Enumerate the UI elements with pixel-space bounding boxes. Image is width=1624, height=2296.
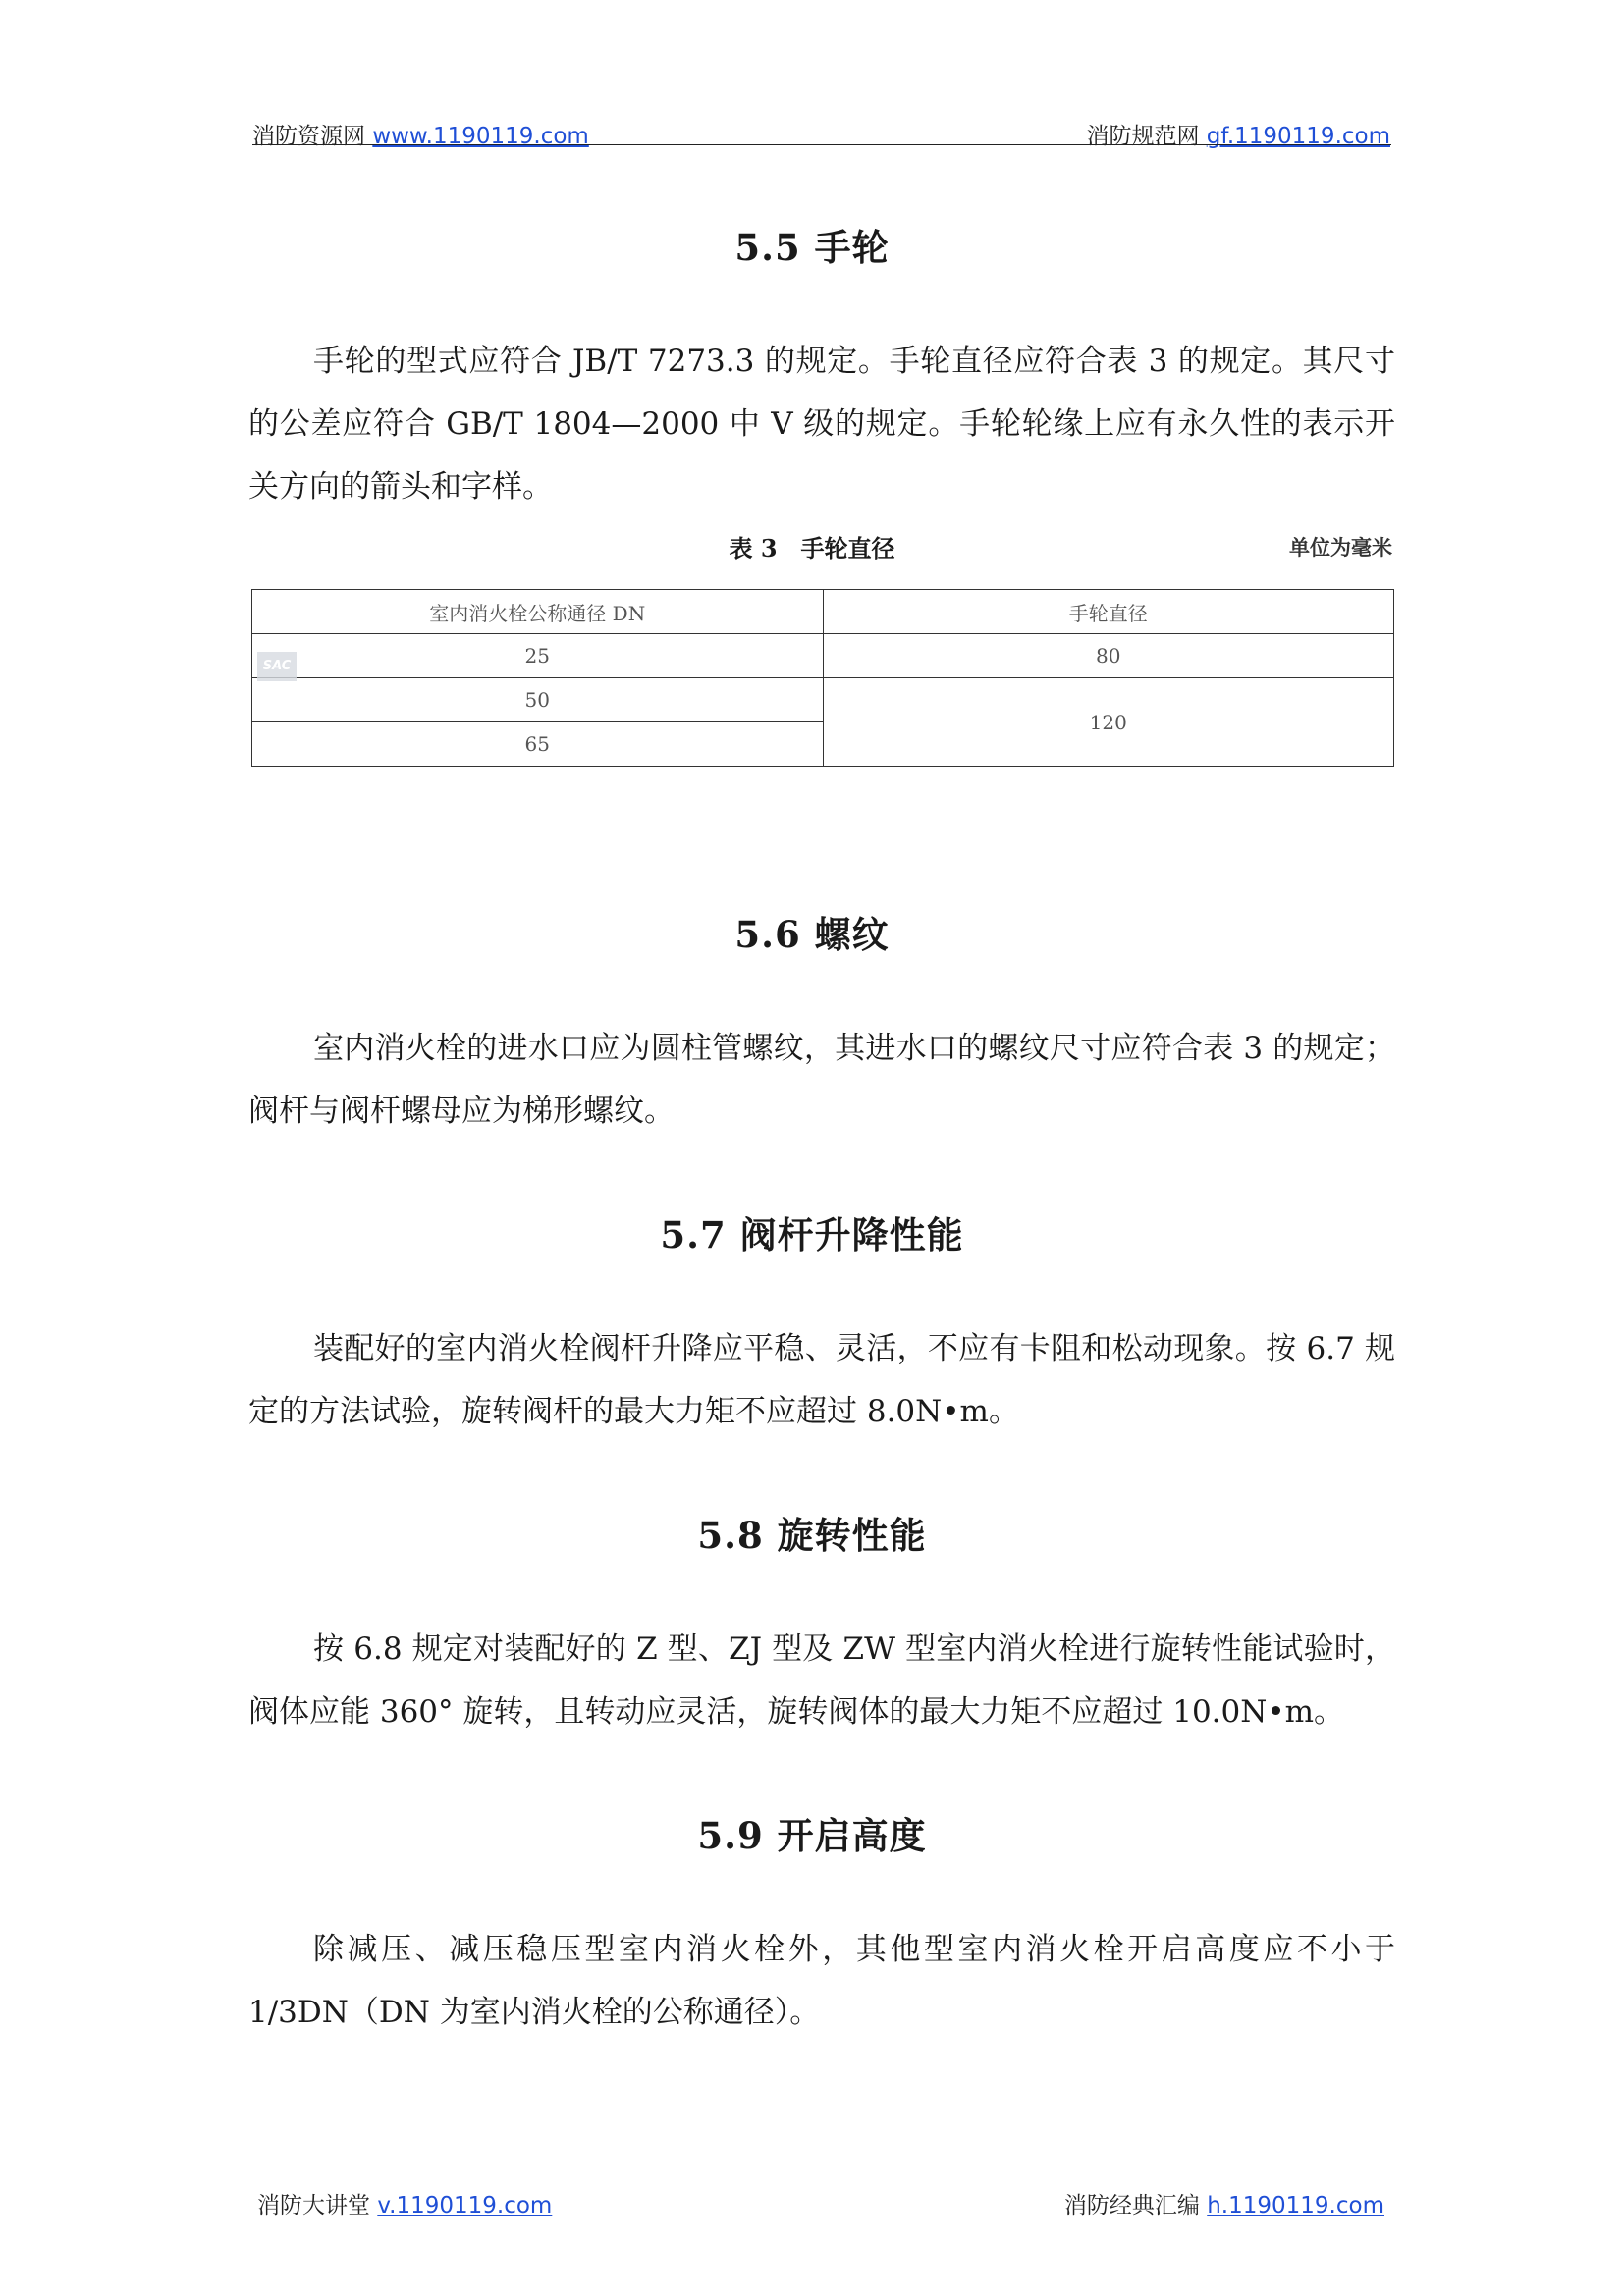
header-site-name: 消防资源网 [252, 124, 365, 149]
section-title-5-8: 5.8 旋转性能 [697, 1514, 927, 1557]
header-left-link[interactable]: www.1190119.com [372, 124, 589, 149]
section-5-6-paragraph: 室内消火栓的进水口应为圆柱管螺纹，其进水口的螺纹尺寸应符合表 3 的规定；阀杆与阀杆螺母应为梯形螺纹。 [248, 1031, 1395, 1129]
section-5-8-paragraph: 按 6.8 规定对装配好的 Z 型、ZJ 型及 ZW 型室内消火栓进行旋转性能试验时，阀体应能 360° 旋转，且转动应灵活，旋转阀体的最大力矩不应超过 10.0N•m。 [248, 1631, 1395, 1730]
table-cell-diameter: 120 [823, 678, 1394, 767]
table-unit: 单位为毫米 [1289, 535, 1392, 560]
footer-left-link[interactable]: v.1190119.com [377, 2193, 553, 2218]
section-title-5-7: 5.7 阀杆升降性能 [660, 1213, 964, 1256]
section-5-7-paragraph: 装配好的室内消火栓阀杆升降应平稳、灵活，不应有卡阻和松动现象。按 6.7 规定的方法试验，旋转阀杆的最大力矩不应超过 8.0N•m。 [248, 1331, 1395, 1429]
table-cell-dn: 65 [252, 722, 824, 767]
footer-left-site-name: 消防大讲堂 [257, 2193, 370, 2218]
handwheel-diameter-table [251, 589, 1394, 767]
section-title-5-9: 5.9 开启高度 [697, 1814, 927, 1857]
section-title-5-6: 5.6 螺纹 [734, 913, 890, 956]
section-5-9-paragraph: 除减压、减压稳压型室内消火栓外，其他型室内消火栓开启高度应不小于 1/3DN（DN 为室内消火栓的公称通径）。 [248, 1932, 1395, 2030]
table-header-row [252, 590, 1394, 634]
section-title-5-5: 5.5 手轮 [734, 226, 890, 269]
table-header-dn: 室内消火栓公称通径 DN [252, 590, 824, 634]
table-caption: 表 3 手轮直径 [729, 534, 895, 562]
footer-right-link[interactable]: h.1190119.com [1207, 2193, 1384, 2218]
table-header-diameter: 手轮直径 [823, 590, 1394, 634]
footer-right-site-name: 消防经典汇编 [1063, 2193, 1200, 2218]
table-cell-dn: 25 [252, 634, 824, 678]
header-left [252, 118, 589, 150]
footer-right [1064, 2187, 1384, 2219]
table-row [252, 634, 1394, 678]
table-row [252, 678, 1394, 722]
footer-left [257, 2187, 552, 2219]
header-right [1086, 118, 1390, 150]
section-5-5-paragraph: 手轮的型式应符合 JB/T 7273.3 的规定。手轮直径应符合表 3 的规定。其尺寸的公差应符合 GB/T 1804—2000 中 V 级的规定。手轮轮缘上应有永久性的表示开关方向的箭头和字样。 [248, 344, 1395, 505]
header-right-link[interactable]: gf.1190119.com [1206, 124, 1390, 149]
header-divider [252, 144, 1391, 145]
table-cell-diameter: 80 [823, 634, 1394, 678]
table-cell-dn: 50 [252, 678, 824, 722]
sac-watermark-logo: SAC [257, 652, 297, 681]
header-right-site-name: 消防规范网 [1086, 124, 1200, 149]
